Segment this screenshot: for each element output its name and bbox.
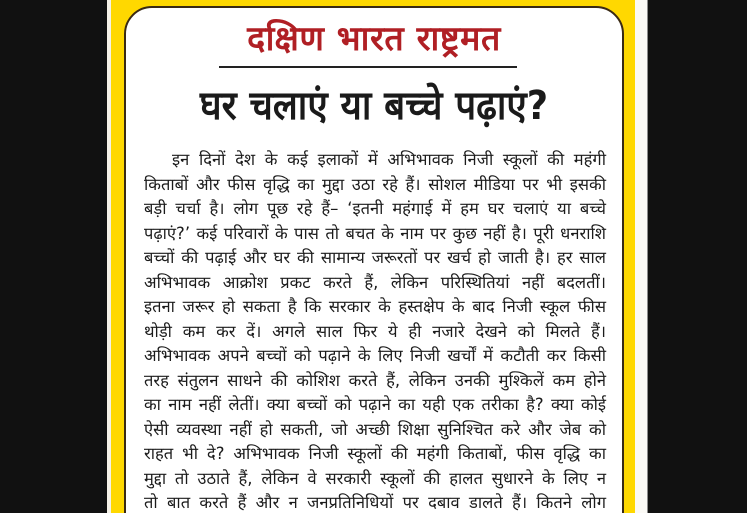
headline: घर चलाएं या बच्चे पढ़ाएं? — [199, 83, 549, 129]
masthead-divider — [219, 66, 517, 68]
article-line: अभिभावक अपने बच्चों को पढ़ाने के लिए निजी खर्चों में कटौती कर किसी — [144, 346, 606, 365]
article-line: इतना जरूर हो सकता है कि सरकार के हस्तक्षेप के बाद निजी स्कूल फीस — [144, 297, 606, 316]
article-line: ऐसी व्यवस्था नहीं हो सकती, जो अच्छी शिक्षा सुनिश्चित करे और जेब को — [144, 419, 606, 439]
article-panel — [124, 6, 624, 513]
article-line: पढ़ाएं?’ कई परिवारों के पास तो बचत के नाम पर कुछ नहीं है। पूरी धनराशि — [144, 223, 606, 243]
page-edge-right — [634, 0, 648, 513]
masthead: दक्षिण भारत राष्ट्रमत — [247, 19, 501, 59]
article-line: इन दिनों देश के कई इलाकों में अभिभावक निजी स्कूलों की महंगी — [172, 150, 606, 169]
article-line: मुद्दा तो उठाते हैं, लेकिन वे सरकारी स्कूलों की हालत सुधारने के लिए न — [144, 468, 606, 488]
article-line: अभिभावक आक्रोश प्रकट करते हैं, लेकिन परिस्थितियां नहीं बदलतीं। — [144, 272, 606, 292]
article-line: बड़ी चर्चा है। लोग पूछ रहे हैं– ‘इतनी महंगाई में हम घर चलाएं या बच्चे — [144, 199, 606, 218]
article-line: तरह संतुलन साधने की कोशिश करते हैं, लेकिन उनकी मुश्किलें कम होने — [144, 370, 606, 390]
article-line: राहत भी दे? अभिभावक निजी स्कूलों की महंगी किताबों, फीस वृद्धि का — [144, 444, 606, 463]
article-line: बच्चों की पढ़ाई और घर की सामान्य जरूरतों पर खर्च हो जाती है। हर साल — [144, 248, 606, 267]
article-line: किताबों और फीस वृद्धि का मुद्दा उठा रहे हैं। सोशल मीडिया पर भी इसकी — [144, 174, 606, 194]
article-line: का नाम नहीं लेतीं। क्या बच्चों को पढ़ाने का यही एक तरीका है? क्या कोई — [144, 395, 606, 414]
article-line: तो बात करते हैं और न जनप्रतिनिधियों पर दबाव डालते हैं। कितने लोग — [144, 493, 606, 512]
article-body — [144, 148, 606, 513]
article-line: थोड़ी कम कर दें। अगले साल फिर ये ही नजारे देखने को मिलते हैं। — [144, 321, 606, 341]
